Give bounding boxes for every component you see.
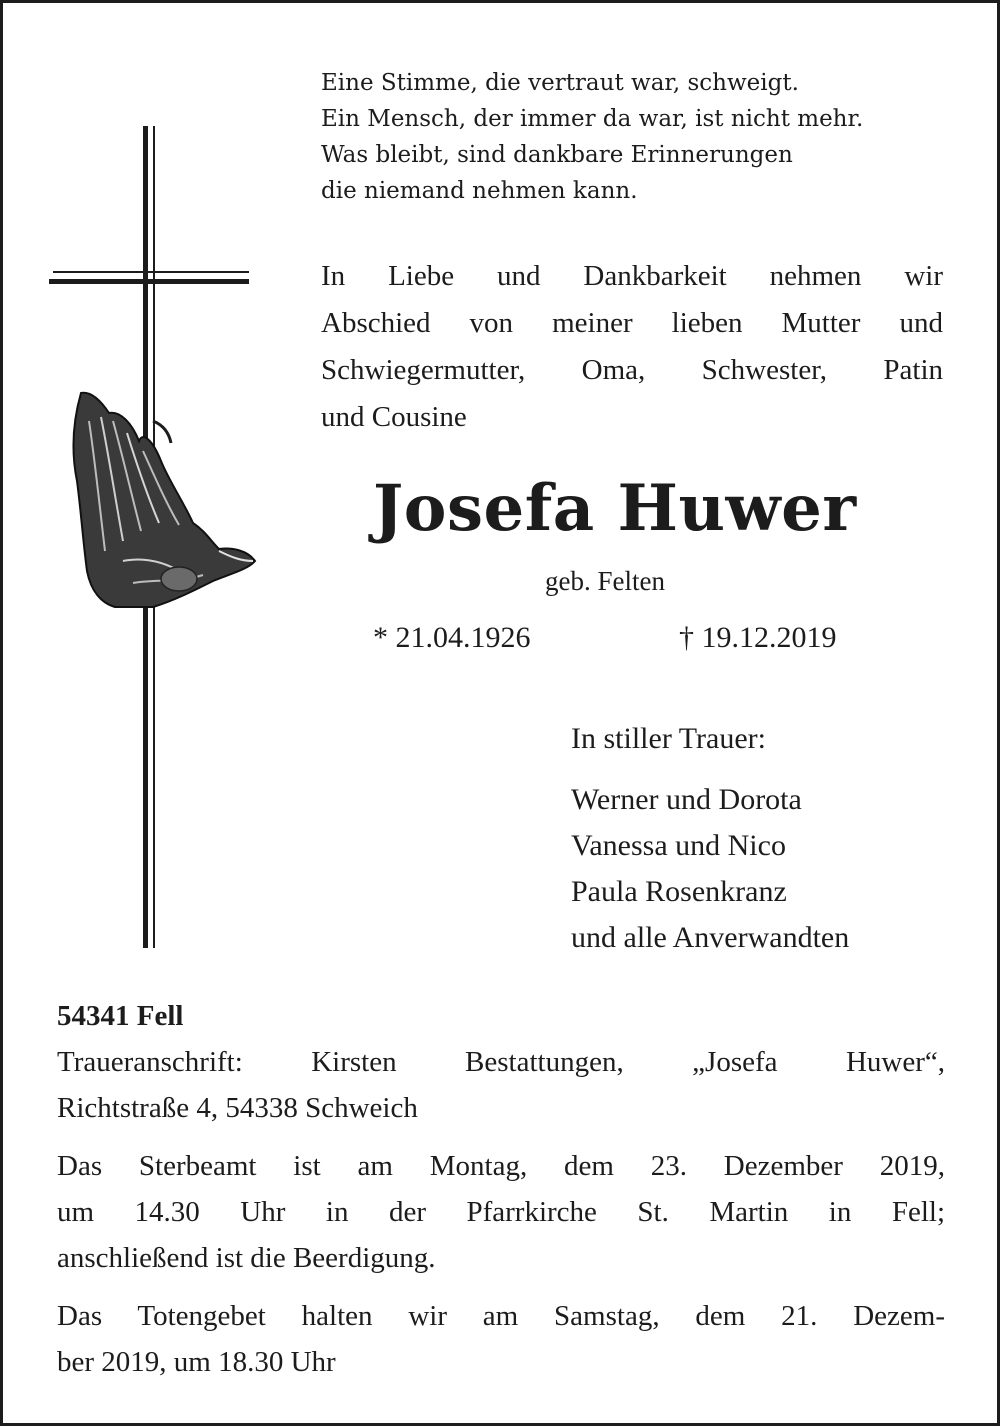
spacer [57,1131,945,1143]
address-line: Richtstraße 4, 54338 Schweich [57,1092,418,1124]
mourners-heading: In stiller Trauer: [571,722,766,755]
place-line: 54341 Fell [57,1000,184,1032]
service-line: anschließend ist die Beerdigung. [57,1242,436,1274]
mourner-line: Vanessa und Nico [571,829,786,862]
prayer-line: ber 2019, um 18.30 Uhr [57,1346,336,1378]
death-date: † 19.12.2019 [679,621,837,654]
mourner-line: Paula Rosenkranz [571,875,787,908]
service-line: um 14.30 Uhr in der Pfarrkirche St. Martin in Fell; [57,1196,945,1228]
prayer-line: Das Totengebet halten wir am Samstag, dem 21. Dezem- [57,1300,945,1332]
mourners-list [571,777,849,961]
poem-line: Ein Mensch, der immer da war, ist nicht mehr. [321,106,864,132]
poem-line: Eine Stimme, die vertraut war, schweigt. [321,70,799,96]
maiden-name: geb. Felten [545,566,665,596]
mourner-line: und alle Anverwandten [571,921,850,954]
intro-line: Abschied von meiner lieben Mutter und [321,307,943,339]
address-line: Traueranschrift: Kirsten Bestattungen, „Josefa Huwer“, [57,1046,945,1078]
service-line: Das Sterbeamt ist am Montag, dem 23. Dezember 2019, [57,1150,945,1182]
intro-text [321,253,943,441]
cross-with-praying-hands [43,121,263,951]
birth-date: * 21.04.1926 [373,621,531,654]
mourner-line: Werner und Dorota [571,783,802,816]
poem-line: die niemand nehmen kann. [321,178,638,204]
intro-line: Schwiegermutter, Oma, Schwester, Patin [321,354,943,386]
spacer [57,1281,945,1293]
deceased-name: Josefa Huwer [373,471,857,546]
intro-line: In Liebe und Dankbarkeit nehmen wir [321,260,943,292]
praying-hands-icon [74,393,255,607]
poem [321,65,863,209]
intro-line: und Cousine [321,401,467,433]
service-details [57,993,945,1385]
poem-line: Was bleibt, sind dankbare Erinnerungen [321,142,793,168]
cross-icon [43,121,263,951]
